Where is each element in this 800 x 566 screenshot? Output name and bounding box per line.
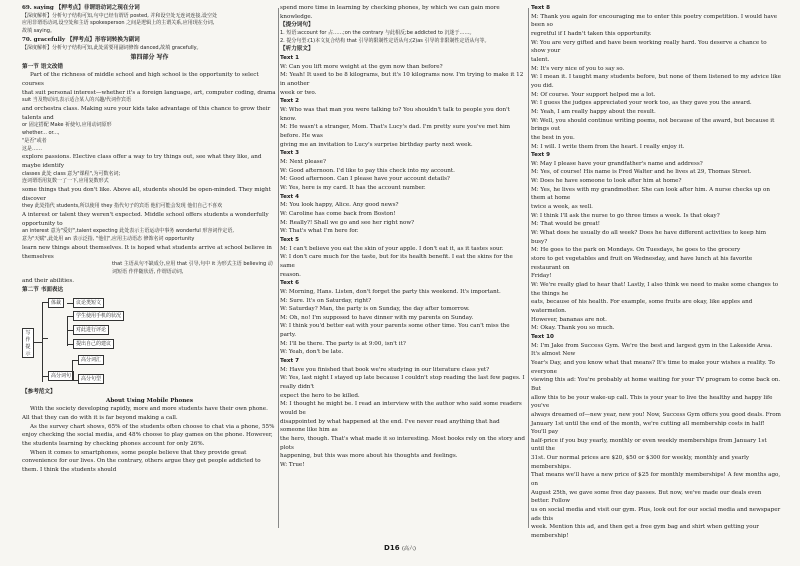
essay-annotation: 意为"天赋",此处用 an 表示泛指, "他们",应用主动语态 修饰名词 opportunity	[22, 236, 195, 243]
dialogue-line: W: Does he have someone to look after him at home?	[531, 178, 682, 185]
dialogue-line: Year's Day, and you know what that means? It's time to make your wishes a reality. To everyone	[531, 359, 775, 375]
listening-text-heading: Text 6	[280, 280, 299, 287]
dialogue-line: M: Okay. Thank you so much.	[531, 325, 615, 332]
dialogue-line: the best in you.	[531, 134, 575, 141]
listening-text-heading: Text 3	[280, 150, 299, 157]
essay-annotation: suit 当及物动词,表示适合某人的兴趣/代词作宾语	[22, 97, 131, 104]
dialogue-line: half-price if you buy yearly, monthly or even weekly memberships from January 1st until the	[531, 437, 767, 453]
key-phrases-label: 【提分词句】	[280, 22, 314, 29]
dialogue-line: M: Have you finished that book we're studying in our literature class yet?	[280, 366, 490, 373]
page-footer	[0, 544, 800, 552]
dialogue-line: M: I can't believe you eat the skin of your apple. I don't eat it, as it tastes sour.	[280, 245, 504, 252]
dialogue-line: M: Yes, of course! His name is Fred Walter and he lives at 29, Thomas Street.	[531, 169, 752, 176]
listening-texts	[280, 54, 525, 470]
column-middle	[280, 4, 525, 534]
essay-annotation: "是否"或者	[22, 137, 47, 144]
dialogue-line: always dreamed of—new year, new you! Now, Success Gym offers you good deals. From	[531, 411, 781, 418]
dialogue-line: W: We're really glad to hear that! Lastly, I also think we need to make some changes to the things he	[531, 282, 779, 297]
answer-69-analysis: 【深度解析】分析句子结构可知,句中已经有谓语 posted, 并和设空处无连词连接,设空处	[22, 12, 217, 19]
dialogue-line: W: I don't care much for the taste, but for its health benefit. I eat the skins for the same	[280, 254, 513, 269]
column-divider	[278, 8, 279, 528]
listening-text-heading: Text 7	[280, 358, 299, 365]
dialogue-line: store to get vegetables and fruit on Wednesday, and have lunch at his favorite restaurant on	[531, 256, 753, 271]
dialogue-line: W: Can you lift more weight at the gym now than before?	[280, 63, 443, 70]
dialogue-line: January 1st until the end of the month, we're cutting all membership costs in half! You'll pay	[531, 420, 765, 436]
dialogue-line: W: You are very gifted and have been working really hard. You deserve a chance to show your	[531, 39, 767, 55]
dialogue-line: W: Yeah, don't be late.	[280, 349, 344, 356]
dialogue-line: 31st. Our normal prices are $20, $50 or $300 for weekly, monthly and yearly memberships.	[531, 455, 750, 470]
dialogue-line: expect the hero to be killed.	[280, 392, 360, 399]
diagram-point: 对此进行评论	[73, 325, 109, 335]
reference-paragraph-end: spend more time in learning by checking phones, by which we can gain more knowledge.	[280, 5, 500, 20]
dialogue-line: M: You look happy, Alice. Any good news?	[280, 202, 399, 209]
reference-paragraph: As the survey chart shows, 65% of the students often choose to chat via a phone, 55% enjoy checking the social media, and 48% choose to play games on the phone. However, the students learning by checking phones account for only 26%.	[22, 423, 275, 448]
diagram-point: 学生使用手机的状况	[73, 311, 124, 321]
dialogue-line: W: Saturday? Man, the party is on Sunday, the day after tomorrow.	[280, 306, 470, 313]
key-phrases: 1. 短语:account for 占……;on the contrary 与此相反;be addicted to 沉迷于……。	[280, 29, 475, 36]
dialogue-line: happening, but this was more about his thoughts and feelings.	[280, 453, 458, 460]
diagram-genre: 体裁	[48, 298, 64, 308]
essay-annotation: they 此处指代 students,所以使用 they 指代句子的宾语 他们可能会发现 他们自己不喜欢	[22, 203, 223, 210]
listening-text-heading: Text 1	[280, 55, 299, 62]
dialogue-line: August 25th, we gave some free day passes. But now, we've made our deals even better. Follow	[531, 489, 762, 505]
essay-annotation: whether... or...,	[22, 130, 60, 137]
diagram-grammar-item: 高分句型	[78, 374, 104, 384]
dialogue-line: W: Well, you should continue writing poems, not because of the award, but because it brings out	[531, 117, 775, 133]
dialogue-line: W: Yes, here is my card. It has the account number.	[280, 184, 426, 191]
dialogue-line: M: It's very nice of you to say so.	[531, 65, 625, 72]
reference-label: 【参考范文】	[22, 389, 56, 396]
answer-69-analysis: 应用非谓语动词,设空处和主语 spokesperson 之间是逻辑上的主谓关系,应用现在分词,	[22, 20, 215, 27]
dialogue-line: allow this to be your wake-up call. This is your year to live the healthy and happy life you've	[531, 394, 773, 410]
listening-script-label: 【听力原文】	[280, 46, 314, 53]
dialogue-line: M: Oh, no! I'm supposed to have dinner with my parents on Sunday.	[280, 314, 474, 321]
dialogue-line: W: May I please have your grandfather's name and address?	[531, 160, 703, 167]
dialogue-line: W: Morning, Hans. Listen, don't forget the party this weekend. It's important.	[280, 288, 501, 295]
dialogue-line: regretful if I hadn't taken this opportunity.	[531, 30, 652, 37]
dialogue-line: W: I think you'd better eat with your parents some other time. You can't miss the party.	[280, 323, 510, 339]
dialogue-line: the hero, though. That's what made it so interesting. Most books rely on the story and plots	[280, 436, 525, 451]
answer-69-analysis: 故填 saying。	[22, 28, 55, 35]
dialogue-line: W: I mean it. I taught many students before, but none of them listened to my advice like you did.	[531, 74, 781, 89]
dialogue-line: M: He goes to the park on Mondays. On Tuesdays, he goes to the grocery	[531, 247, 741, 254]
dialogue-line: W: Who was that man you were talking to? You shouldn't talk to people you don't know.	[280, 107, 510, 122]
dialogue-line: W: What does he usually do all week? Does he have different activities to keep him busy?	[531, 230, 767, 245]
column-left	[22, 4, 277, 534]
diagram-center: 写作提示	[22, 328, 34, 358]
essay-line: some things that you don't like. Above all, students should be open-minded. They might discover	[22, 187, 271, 202]
listening-text-heading: Text 9	[531, 152, 550, 159]
dialogue-line: week. Mention this ad, and then get a free gym bag and shirt when getting your membership!	[531, 524, 759, 540]
listening-text-heading: Text 5	[280, 236, 299, 243]
diagram-genre-value: 议论类短文	[73, 298, 104, 308]
dialogue-line: M: Yeah! It used to be 8 kilograms, but it's 10 kilograms now. I'm trying to make it 12 in another	[280, 72, 524, 88]
essay-annotation: an interest 意为"爱好",talent expecting 此处表示主语运动中事务 wonderful 形容词作定语,	[22, 228, 234, 235]
listening-text-heading: Text 2	[280, 98, 299, 105]
essay-line: that suit personal interest—whether it's a foreign language, art, computer coding, drama	[22, 89, 276, 96]
reference-title: About Using Mobile Phones	[105, 397, 194, 404]
key-sentences: 2. 提分句型:(1)本文复合结构 that 引导的限制性定语从句;(2)as 引导的非限制性定语从句等。	[280, 37, 490, 44]
dialogue-line: disappointed by what happened at the end. I've never read anything that had someone like him as	[280, 418, 500, 434]
reference-paragraph: When it comes to smartphones, some people believe that they provide great convenience for our lives. On the contrary, others argue they get people addicted to them. I think the students should	[22, 449, 261, 474]
dialogue-line: eats, because of his health. For example, some fruits are okay, like apples and watermelon.	[531, 299, 753, 314]
dialogue-line: W: I guess the judges appreciated your work too, as they gave you the award.	[531, 100, 752, 107]
diagram-point: 提出自己的建议	[73, 339, 114, 349]
dialogue-line: viewing this ad: You're probably at home waiting for your TV program to come back on. But	[531, 377, 781, 392]
listening-texts	[531, 4, 781, 541]
column-right	[531, 4, 781, 540]
writing-tips-diagram	[22, 298, 277, 384]
essay-line: explore passions. Elective class offer a way to try things out, see what they like, and maybe identify	[22, 154, 262, 169]
dialogue-line: W: That's what I'm here for.	[280, 228, 359, 235]
dialogue-line: M: Yeah, I am really happy about the result.	[531, 108, 656, 115]
dialogue-line: M: I thought he might be. I read an interview with the author who said some readers would be	[280, 401, 522, 417]
page-subtitle: (高六)	[402, 546, 416, 552]
section2-title: 第二节 书面表达	[22, 287, 64, 294]
essay-line: learn new things about themselves. It is hoped what students arrive at school believe in themselves	[22, 244, 272, 260]
dialogue-line: reason.	[280, 271, 301, 278]
dialogue-line: giving me an invitation to Lucy's surprise birthday party next week.	[280, 141, 473, 148]
dialogue-line: M: I'll be there. The party is at 9:00, isn't it?	[280, 340, 406, 347]
reference-paragraph: With the society developing rapidly, more and more students have their own phone. All that they can do with it is far beyond making a call.	[22, 406, 268, 422]
section1-title: 第一节 语文改错	[22, 63, 64, 70]
diagram-grammar-item: 高分词汇	[78, 355, 104, 365]
dialogue-line: M: Next please?	[280, 159, 326, 165]
dialogue-line: W: I think I'll ask the nurse to go three times a week. Is that okay?	[531, 212, 720, 219]
dialogue-line: M: Sure. It's on Saturday, right?	[280, 297, 372, 304]
answer-70-head: 70. gracefully 【押考点】形容词转换为副词	[22, 36, 140, 43]
answer-70-analysis: 【深度解析】分析句子结构可知,此处需要用副词修饰 danced,故填 gracefully。	[22, 44, 202, 51]
dialogue-line: M: Thank you again for encouraging me to enter this poetry competition. I would have been so	[531, 13, 778, 29]
dialogue-line: M: Yes, he lives with my grandmother. She can look after him. A nurse checks up on them at home	[531, 186, 770, 202]
dialogue-line: W: Good afternoon. I'd like to pay this check into my account.	[280, 167, 455, 174]
dialogue-line: twice a week, as well.	[531, 204, 593, 211]
essay-annotation: or 固定搭配 Make 祈使句,应用动词原形	[22, 122, 112, 129]
dialogue-line: W: True!	[280, 461, 305, 468]
essay-annotation: 连词谓语用复数一了一下,应用复数形式	[22, 178, 109, 185]
essay-line: Part of the richness of middle school and high school is the opportunity to select courses	[22, 72, 259, 87]
dialogue-line: us on social media and visit our gym. Plus, look out for our social media and newspaper ads this	[531, 507, 781, 522]
dialogue-line: M: I'm Jake from Success Gym. We're the best and largest gym in the Lakeside Area. It's almost New	[531, 342, 773, 358]
column-divider	[528, 8, 529, 528]
dialogue-line: W: Yes, last night I stayed up late because I couldn't stop reading the last few pages. I really didn't	[280, 375, 525, 391]
dialogue-line: week or two.	[280, 89, 317, 96]
essay-line: A interest or talent they weren't expected. Middle school offers students a wonderfully opportunity to	[22, 212, 269, 227]
listening-text-heading: Text 8	[531, 5, 550, 11]
dialogue-line: However, bananas are not.	[531, 316, 607, 323]
essay-annotation: classes 此处 class 意为"课程",为可数名词;	[22, 170, 121, 177]
essay-annotation: 这是……	[22, 145, 43, 152]
dialogue-line: M: Of course. Your support helped me a lot.	[531, 91, 656, 98]
essay-line: and orchestra class. Making sure your kids take advantage of this chance to grow their talents and	[22, 105, 271, 121]
essay-annotation: that 主语从句不缺成分,应用 that 引导,句中 it 为形式主语 believing 动词短语 作伴随状语, 作谓语动词,	[112, 261, 273, 276]
essay-line: and their abilities.	[22, 277, 74, 284]
listening-text-heading: Text 10	[531, 333, 554, 340]
page-number: D16	[384, 544, 400, 552]
part4-title: 第四部分 写作	[130, 54, 169, 62]
dialogue-line: W: Caroline has come back from Boston!	[280, 210, 396, 217]
dialogue-line: That means we'll have a new price of $25 for monthly memberships! A few months ago, on	[531, 472, 781, 488]
dialogue-line: talent.	[531, 56, 550, 63]
dialogue-line: M: That would be great!	[531, 221, 601, 228]
diagram-grammar: 高分词句	[48, 371, 74, 381]
listening-text-heading: Text 4	[280, 193, 299, 200]
dialogue-line: Friday!	[531, 273, 552, 280]
answer-69-head: 69. saying 【押考点】非谓语动词之现在分词	[22, 5, 140, 11]
dialogue-line: M: I will. I write them from the heart. I really enjoy it.	[531, 143, 685, 150]
dialogue-line: M: Really?! Shall we go and see her right now?	[280, 219, 415, 226]
dialogue-line: M: He wasn't a stranger, Mom. That's Lucy's dad. I'm pretty sure you've met him before. He was	[280, 124, 511, 140]
dialogue-line: M: Good afternoon. Can I please have your account details?	[280, 176, 450, 183]
